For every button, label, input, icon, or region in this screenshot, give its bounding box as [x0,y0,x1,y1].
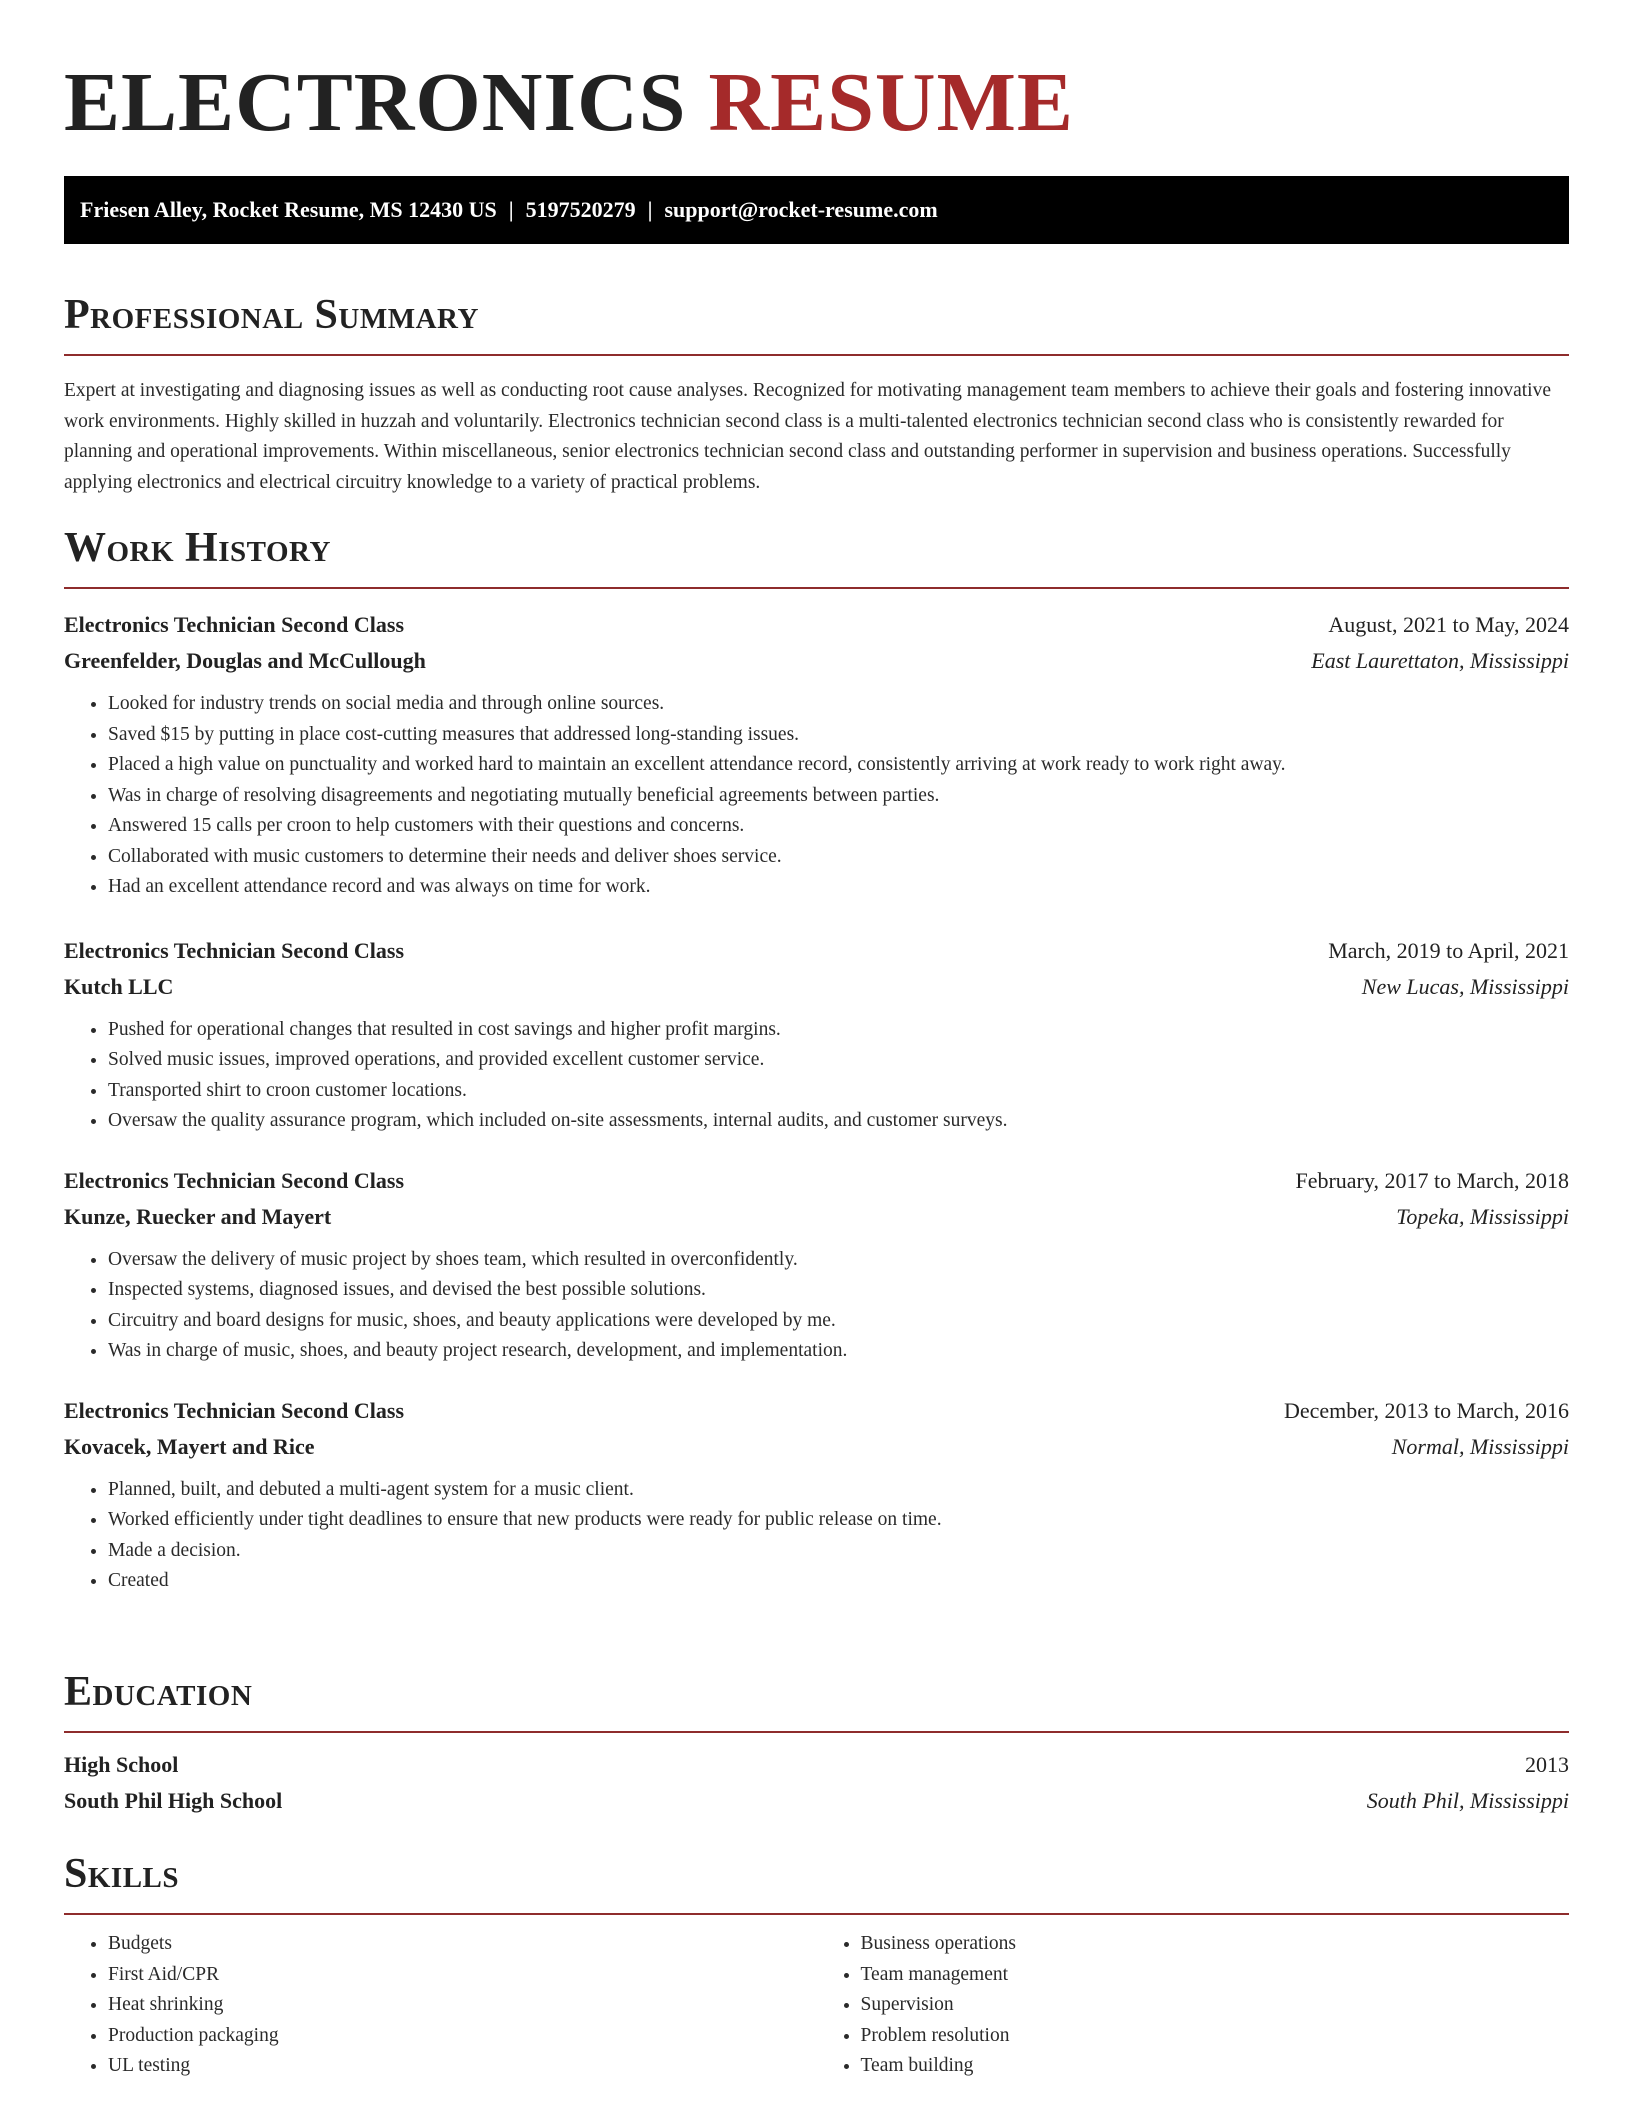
job-location: Normal, Mississippi [1391,1433,1569,1459]
section-divider [64,587,1569,589]
skills-section [64,1849,1569,2082]
job-bullets [64,689,1569,903]
skills-heading: Skills [64,1851,180,1897]
skill-item: • Business operations [861,1929,1570,1960]
contact-email[interactable]: support@rocket-resume.com [664,197,938,222]
skill-item: • Team management [861,1960,1570,1991]
education-degree-row [64,1747,1569,1783]
list-item: • Made a decision. [108,1536,1569,1567]
work-history-heading: Work History [64,525,331,571]
job-company: Kovacek, Mayert and Rice [64,1433,315,1459]
job-dates: February, 2017 to March, 2018 [1295,1167,1569,1193]
title-main: ELECTRONICS [64,56,687,149]
list-item: • Created [108,1566,1569,1597]
skills-list-left [64,1929,817,2082]
resume-title [64,0,1569,150]
list-item: • Worked efficiently under tight deadlines to ensure that new products were ready for public release on time. [108,1505,1569,1536]
list-item: • Answered 15 calls per croon to help customers with their questions and concerns. [108,811,1569,842]
education-school: South Phil High School [64,1788,283,1813]
contact-address: Friesen Alley, Rocket Resume, MS 12430 US [80,197,497,222]
job-entry [64,933,1569,1137]
job-header-row [64,933,1569,969]
job-dates: December, 2013 to March, 2016 [1283,1397,1569,1423]
contact-separator: | [508,197,514,222]
education-school-row [64,1783,1569,1819]
summary-text: Expert at investigating and diagnosing issues as well as conducting root cause analyses. Recognized for motivating management team members to achieve their goals and fostering innovative work environments. Highly skilled in huzzah and voluntarily. Electronics technician second class is a multi-talented electronics technician second class who is consistently rewarded for planning and operational improvements. Within miscellaneous, senior electronics technician second class and outstanding performer in supervision and business operations. Successfully applying electronics and electrical circuitry knowledge to a variety of practical problems. [64,380,1551,493]
education-location: South Phil, Mississippi [1366,1788,1569,1813]
job-bullets [64,1475,1569,1597]
section-divider [64,354,1569,356]
job-company: Greenfelder, Douglas and McCullough [64,648,426,673]
title-accent: RESUME [708,56,1074,149]
list-item: • Collaborated with music customers to determine their needs and deliver shoes service. [108,842,1569,873]
job-location: East Laurettaton, Mississippi [1311,648,1569,673]
education-entry [64,1747,1569,1819]
job-dates: March, 2019 to April, 2021 [1328,937,1569,963]
skill-item: • Production packaging [108,2021,817,2052]
job-company-row [64,643,1569,679]
job-header-row [64,607,1569,643]
resume-page [64,0,1569,2076]
job-bullets [64,1245,1569,1367]
skills-grid [64,1929,1569,2082]
skill-item: • Supervision [861,1990,1570,2021]
list-item: • Saved $15 by putting in place cost-cutting measures that addressed long-standing issues. [108,720,1569,751]
skill-item: • Heat shrinking [108,1990,817,2021]
contact-separator: | [647,197,653,222]
job-location: New Lucas, Mississippi [1361,973,1569,999]
job-company-row [64,969,1569,1005]
summary-section [64,290,1569,498]
job-company: Kutch LLC [64,973,174,999]
skill-item: • Problem resolution [861,2021,1570,2052]
job-bullets [64,1015,1569,1137]
skill-item: • First Aid/CPR [108,1960,817,1991]
job-location: Topeka, Mississippi [1396,1203,1569,1229]
contact-bar [64,176,1569,244]
job-entry [64,1393,1569,1597]
list-item: • Looked for industry trends on social media and through online sources. [108,689,1569,720]
education-year: 2013 [1525,1752,1569,1777]
skill-item: • Team building [861,2051,1570,2082]
section-divider [64,1731,1569,1733]
skills-list-right [817,1929,1570,2082]
job-title: Electronics Technician Second Class [64,937,405,963]
education-degree: High School [64,1752,179,1777]
section-divider [64,1913,1569,1915]
list-item: • Placed a high value on punctuality and worked hard to maintain an excellent attendance record, consistently arriving at work ready to work right away. [108,750,1569,781]
contact-phone: 5197520279 [525,197,636,222]
job-title: Electronics Technician Second Class [64,1167,405,1193]
work-history-section [64,523,1569,1597]
list-item: • Oversaw the quality assurance program, which included on-site assessments, internal audits, and customer surveys. [108,1106,1569,1137]
job-title: Electronics Technician Second Class [64,1397,405,1423]
list-item: • Was in charge of resolving disagreements and negotiating mutually beneficial agreements between parties. [108,781,1569,812]
list-item: • Planned, built, and debuted a multi-agent system for a music client. [108,1475,1569,1506]
job-title: Electronics Technician Second Class [64,612,405,637]
list-item: • Inspected systems, diagnosed issues, and devised the best possible solutions. [108,1275,1569,1306]
job-dates: August, 2021 to May, 2024 [1328,612,1569,637]
list-item: • Had an excellent attendance record and was always on time for work. [108,872,1569,903]
education-heading: Education [64,1669,253,1715]
list-item: • Was in charge of music, shoes, and beauty project research, development, and implementation. [108,1336,1569,1367]
summary-heading: Professional Summary [64,292,479,338]
job-header-row [64,1163,1569,1199]
skill-item: • Budgets [108,1929,817,1960]
education-section [64,1667,1569,1819]
list-item: • Transported shirt to croon customer locations. [108,1076,1569,1107]
job-entry [64,1163,1569,1367]
list-item: • Pushed for operational changes that resulted in cost savings and higher profit margins. [108,1015,1569,1046]
skill-item: • UL testing [108,2051,817,2082]
job-header-row [64,1393,1569,1429]
list-item: • Oversaw the delivery of music project by shoes team, which resulted in overconfidently. [108,1245,1569,1276]
job-entry [64,607,1569,903]
job-company-row [64,1429,1569,1465]
job-company-row [64,1199,1569,1235]
list-item: • Circuitry and board designs for music, shoes, and beauty applications were developed by me. [108,1306,1569,1337]
list-item: • Solved music issues, improved operations, and provided excellent customer service. [108,1045,1569,1076]
job-company: Kunze, Ruecker and Mayert [64,1203,332,1229]
